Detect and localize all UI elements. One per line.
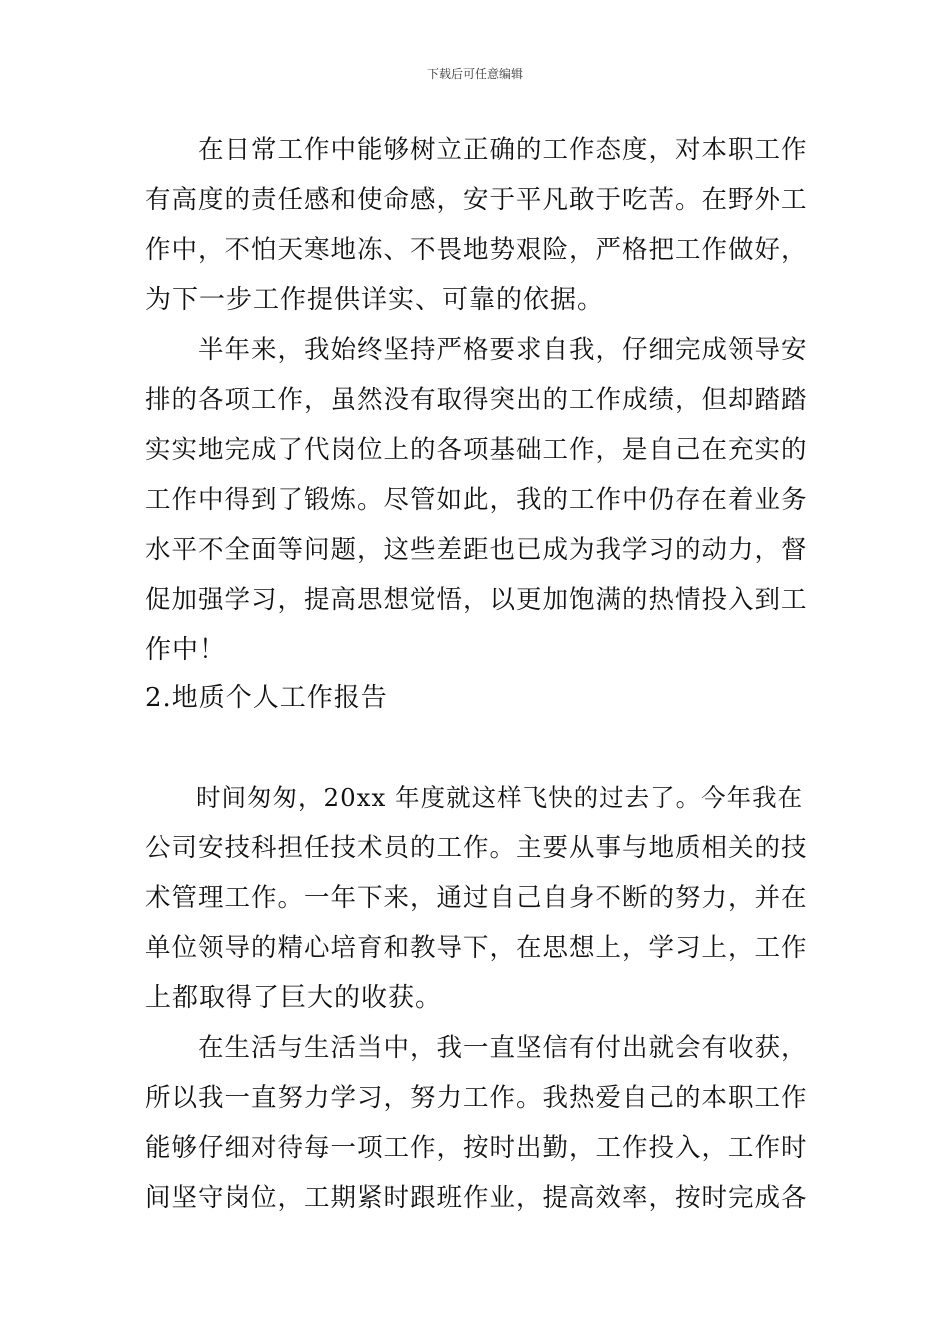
text-line: 有高度的责任感和使命感，安于平凡敢于吃苦。在野外工 bbox=[145, 185, 808, 215]
section-heading: 2.地质个人工作报告 bbox=[145, 683, 388, 713]
text-line: 上都取得了巨大的收获。 bbox=[145, 983, 443, 1013]
text-line: 单位领导的精心培育和教导下，在思想上，学习上，工作 bbox=[145, 933, 808, 963]
text-line: 排的各项工作，虽然没有取得突出的工作成绩，但却踏踏 bbox=[145, 385, 808, 415]
text-line: 实实地完成了代岗位上的各项基础工作，是自己在充实的 bbox=[145, 435, 808, 465]
text-line: 在日常工作中能够树立正确的工作态度，对本职工作 bbox=[145, 135, 808, 165]
text-line: 作中，不怕天寒地冻、不畏地势艰险，严格把工作做好， bbox=[145, 235, 808, 265]
text-line: 半年来，我始终坚持严格要求自我，仔细完成领导安 bbox=[145, 335, 808, 365]
text-line: 促加强学习，提高思想觉悟，以更加饱满的热情投入到工 bbox=[145, 585, 808, 615]
text-line: 公司安技科担任技术员的工作。主要从事与地质相关的技 bbox=[145, 833, 808, 863]
text-line: 为下一步工作提供详实、可靠的依据。 bbox=[145, 285, 605, 315]
text-line: 能够仔细对待每一项工作，按时出勤，工作投入，工作时 bbox=[145, 1133, 808, 1163]
text-line: 术管理工作。一年下来，通过自己自身不断的努力，并在 bbox=[145, 883, 808, 913]
text-line: 间坚守岗位，工期紧时跟班作业，提高效率，按时完成各 bbox=[145, 1183, 808, 1213]
page-header: 下载后可任意编辑 bbox=[426, 67, 523, 81]
text-line: 工作中得到了锻炼。尽管如此，我的工作中仍存在着业务 bbox=[145, 485, 808, 515]
text-line: 水平不全面等问题，这些差距也已成为我学习的动力，督 bbox=[145, 535, 808, 565]
text-line: 作中！ bbox=[145, 635, 227, 665]
text-line: 时间匆匆，20xx 年度就这样飞快的过去了。今年我在 bbox=[145, 783, 804, 812]
text-line: 所以我一直努力学习，努力工作。我热爱自己的本职工作 bbox=[145, 1083, 808, 1113]
text-line: 在生活与生活当中，我一直坚信有付出就会有收获， bbox=[145, 1033, 808, 1063]
